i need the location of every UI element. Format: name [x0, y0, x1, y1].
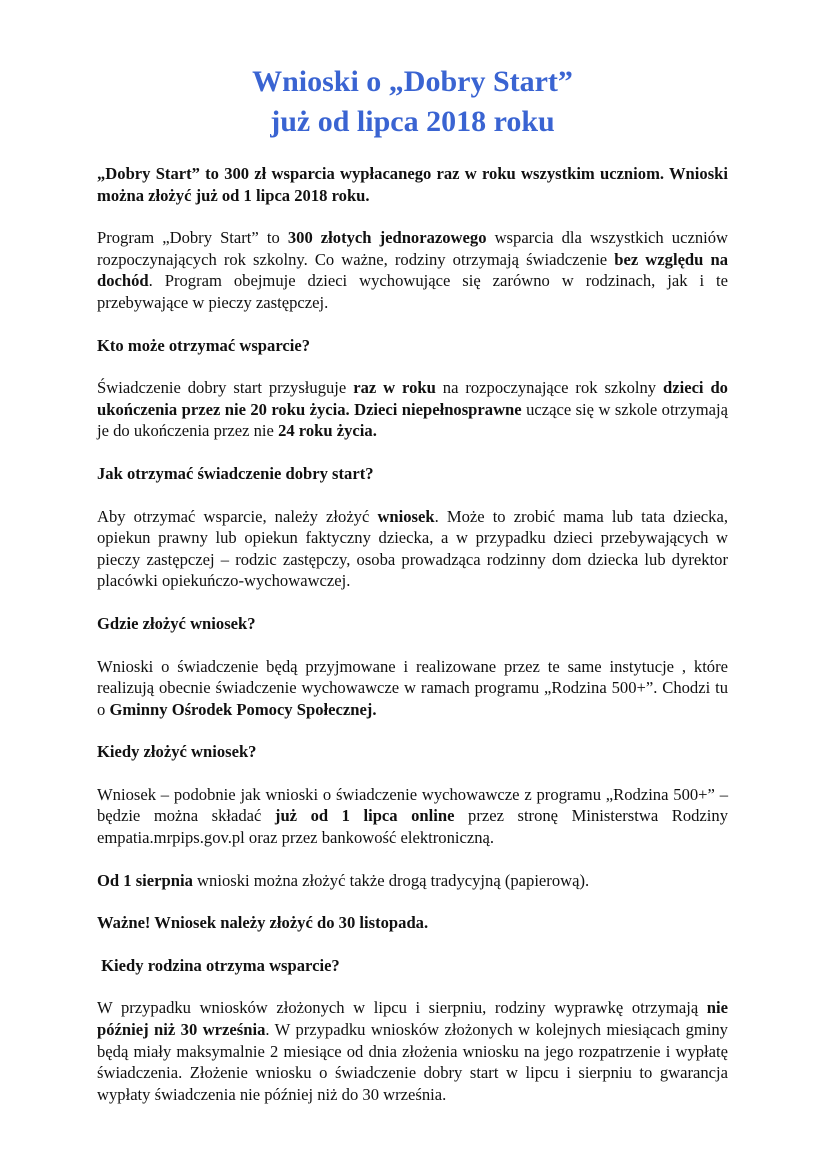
bold-text-run: 300 złotych jednorazowego: [287, 228, 487, 248]
text-run: Świadczenie dobry start przysługuje: [97, 378, 354, 398]
paragraph-od-1-sierpnia: [97, 870, 728, 892]
paragraph-gdzie-zlozyc: [97, 656, 728, 721]
text-run: Aby otrzymać wsparcie, należy złożyć: [97, 506, 378, 526]
text-run: W przypadku wniosków złożonych w lipcu i sierpniu, rodziny wyprawkę otrzymają: [97, 998, 707, 1018]
document-title-line-2: już od lipca 2018 roku: [270, 105, 555, 138]
text-run: Wnioski o świadczenie będą przyjmowane i realizowane przez te same instytucje , które realizują obecnie świadczenie wychowawcze w ramach programu „Rodzina 500+”. Chodzi tu o: [97, 656, 728, 719]
text-run: . Program obejmuje dzieci wychowujące się zarówno w rodzinach, jak i te przebywające w pieczy zastępczej.: [97, 271, 728, 312]
bold-text-run: 24 roku życia.: [278, 421, 377, 441]
bold-text-run: bez względu na dochód: [97, 249, 728, 291]
bold-text-run: Kiedy złożyć wniosek?: [97, 742, 257, 762]
bold-text-run: wniosek: [377, 506, 435, 526]
text-run: przez stronę Ministerstwa Rodziny empatia.mrpips.gov.pl oraz przez bankowość elektroniczną.: [97, 806, 728, 848]
bold-text-run: już od 1 lipca online: [274, 806, 455, 826]
bold-text-run: Gminny Ośrodek Pomocy Społecznej.: [109, 699, 377, 719]
paragraph-jak-otrzymac: [97, 506, 728, 592]
bold-text-run: dzieci do ukończenia przez nie 20 roku życia. Dzieci niepełnosprawne: [97, 378, 728, 419]
bold-text-run: nie później niż 30 września: [97, 998, 728, 1040]
text-run: . W przypadku wniosków złożonych w kolejnych miesiącach gminy będą miały maksymalnie 2 miesiące od dnia złożenia wniosku na jego rozpatrzenie i wypłatę świadczenia. Złożenie wniosku o świadczenie dobry start w lipcu i sierpniu to gwarancja wypłaty świadczenia nie później niż do 30 września.: [97, 1020, 728, 1104]
bold-text-run: raz w roku: [353, 378, 436, 398]
heading-kiedy-zlozyc-wniosek: [97, 741, 728, 763]
heading-kto-moze-otrzymac-wsparcie: [97, 335, 728, 357]
bold-text-run: Od 1 sierpnia: [97, 870, 193, 890]
text-run: wnioski można złożyć także drogą tradycyjną (papierową).: [192, 870, 590, 890]
heading-kiedy-rodzina-otrzyma-wsparcie: [97, 955, 728, 977]
bold-text-run: „Dobry Start” to 300 zł wsparcia wypłacanego raz w roku wszystkim uczniom. Wnioski można złożyć już od 1 lipca 2018 roku.: [97, 164, 728, 205]
important-note: [97, 912, 728, 934]
heading-gdzie-zlozyc-wniosek: [97, 613, 728, 635]
paragraph-terminy-wyplat: [97, 997, 728, 1105]
document-title: [97, 62, 728, 142]
paragraph-kiedy-zlozyc: [97, 784, 728, 849]
bold-text-run: Gdzie złożyć wniosek?: [97, 613, 256, 633]
document-title-line-1: Wnioski o „Dobry Start”: [252, 65, 573, 98]
text-run: Wniosek – podobnie jak wnioski o świadczenie wychowawcze z programu „Rodzina 500+” – będzie można składać: [97, 784, 728, 826]
lead-paragraph: [97, 163, 728, 206]
text-run: . Może to zrobić mama lub tata dziecka, opiekun prawny lub opiekun faktyczny dziecka, a w przypadku dzieci przebywających w pieczy zastępczej – rodzic zastępczy, osoba prowadząca rodzinny dom dziecka lub dyrektor placówki opiekuńczo-wychowawczej.: [97, 506, 728, 591]
text-run: Program „Dobry Start” to: [97, 228, 288, 248]
bold-text-run: Kiedy rodzina otrzyma wsparcie?: [97, 955, 340, 975]
heading-jak-otrzymac-swiadczenie: [97, 463, 728, 485]
intro-paragraph: [97, 227, 728, 313]
text-run: uczące się w szkole otrzymają je do ukończenia przez nie: [97, 399, 728, 441]
paragraph-komu-przysluguje: [97, 377, 728, 442]
bold-text-run: Jak otrzymać świadczenie dobry start?: [97, 463, 374, 483]
text-run: wsparcia dla wszystkich uczniów rozpoczynających rok szkolny. Co ważne, rodziny otrzymają świadczenie: [97, 228, 729, 269]
document-content: [97, 163, 728, 1105]
bold-text-run: Kto może otrzymać wsparcie?: [97, 335, 311, 355]
text-run: na rozpoczynające rok szkolny: [435, 378, 663, 398]
bold-text-run: Ważne! Wniosek należy złożyć do 30 listopada.: [97, 913, 429, 933]
